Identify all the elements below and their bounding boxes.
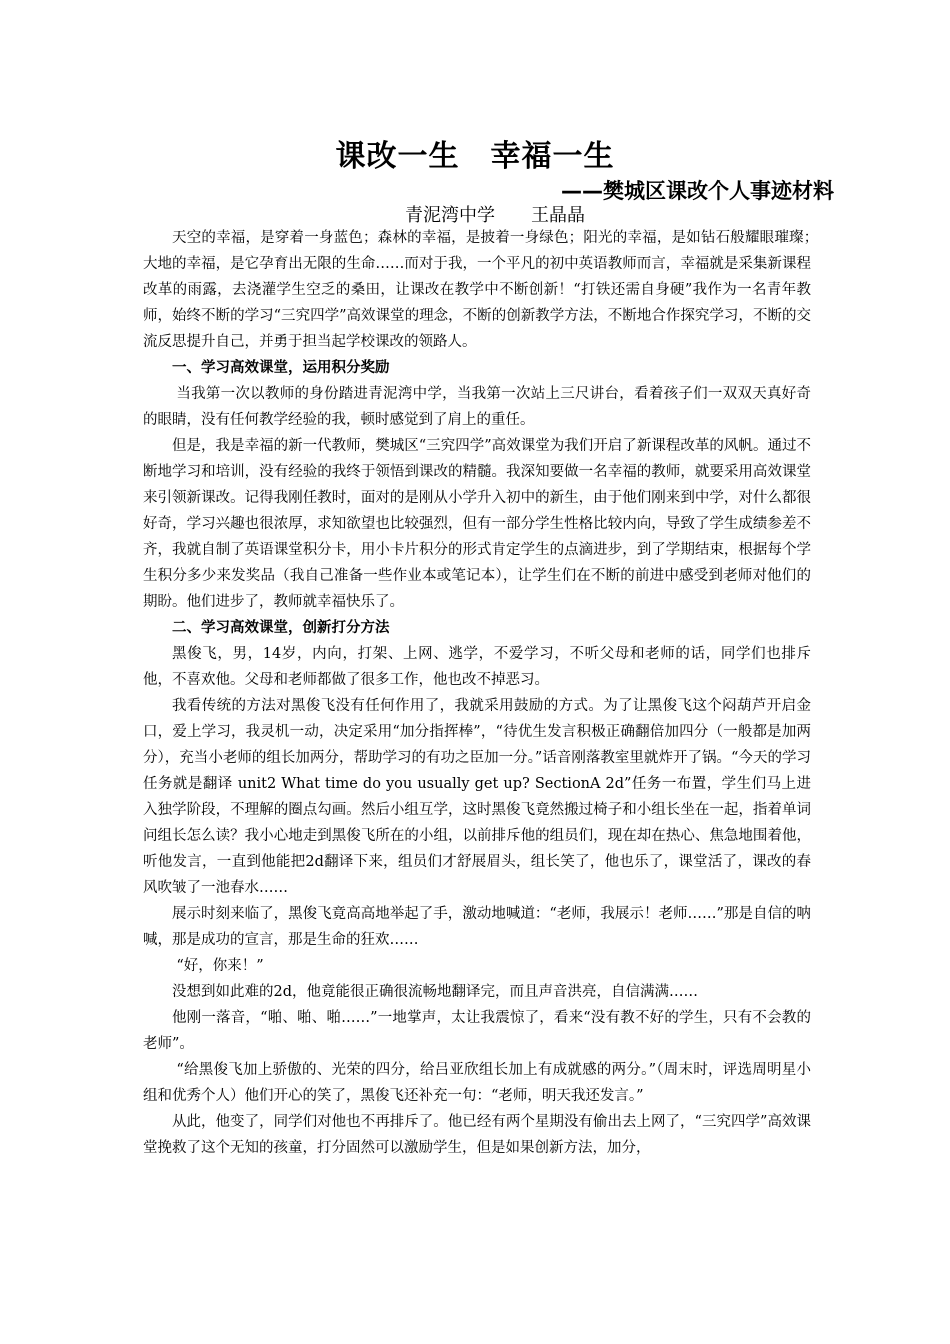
section-heading: 一、学习高效课堂，运用积分奖励 xyxy=(172,359,390,376)
body-paragraph: 天空的幸福，是穿着一身蓝色；森林的幸福，是披着一身绿色；阳光的幸福，是如钻石般耀眼璀璨； 大地的幸福，是它孕育出无限的生命……而对于我，一个平凡的初中英语教师而言，幸福就是采集新课程改革的雨露，去浇灌学生空乏的桑田，让课改在教学中不断创新！“打铁还需自身硬”我作为一名青年教师，始终不断的学习“三究四学”高效课堂的理念，不断的创新教学方法，不断地合作探究学习，不断的交流反思提升自己，并勇于担当起学校课改的领路人。 xyxy=(143,230,826,350)
body-paragraph: 从此，他变了，同学们对他也不再排斥了。他已经有两个星期没有偷出去上网了，“三究四学”高效课堂挽救了这个无知的孩童，打分固然可以激励学生，但是如果创新方法，加分， xyxy=(143,1114,811,1156)
body-paragraph: 当我第一次以教师的身份踏进青泥湾中学，当我第一次站上三尺讲台，看着孩子们一双双天真好奇的眼睛，没有任何教学经验的我，顿时感觉到了肩上的重任。 xyxy=(143,386,811,428)
body-paragraph: 我看传统的方法对黑俊飞没有任何作用了，我就采用鼓励的方式。为了让黑俊飞这个闷葫芦开启金口，爱上学习，我灵机一动，决定采用“加分指挥棒”，“待优生发言积极正确翻倍加四分（一般都是加两分），充当小老师的组长加两分，帮助学习的有功之臣加一分。”话音刚落教室里就炸开了锅。“今天的学习任务就是翻译 unit2 What time do you usually get up? SectionA 2d”任务一布置，学生们马上进入独学阶段，不理解的圈点勾画。然后小组互学，这时黑俊飞竟然搬过椅子和小组长坐在一起，指着单词问组长怎么读？我小心地走到黑俊飞所在的小组，以前排斥他的组员们，现在却在热心、焦急地围着他，听他发言，一直到他能把2d翻译下来，组员们才舒展眉头，组长笑了，他也乐了，课堂活了，课改的春风吹皱了一池春水…… xyxy=(143,698,811,896)
document-body xyxy=(143,225,826,1161)
section-heading: 二、学习高效课堂，创新打分方法 xyxy=(172,619,390,636)
body-paragraph: 他刚一落音，“啪、啪、啪……”一地掌声，太让我震惊了，看来“没有教不好的学生，只有不会教的老师”。 xyxy=(143,1010,811,1052)
body-paragraph: 没想到如此难的2d，他竟能很正确很流畅地翻译完，而且声音洪亮，自信满满…… xyxy=(172,984,699,1000)
body-paragraph: 黑俊飞，男，14岁，内向，打架、上网、逃学，不爱学习，不听父母和老师的话，同学们也排斥他，不喜欢他。父母和老师都做了很多工作，他也改不掉恶习。 xyxy=(143,646,811,688)
document-subtitle: ——樊城区课改个人事迹材料 xyxy=(561,179,834,203)
body-paragraph: 但是，我是幸福的新一代教师，樊城区“三究四学”高效课堂为我们开启了新课程改革的风帆。通过不断地学习和培训，没有经验的我终于领悟到课改的精髓。我深知要做一名幸福的教师，就要采用高效课堂来引领新课改。记得我刚任教时，面对的是刚从小学升入初中的新生，由于他们刚来到中学，对什么都很好奇，学习兴趣也很浓厚，求知欲望也比较强烈，但有一部分学生性格比较内向，导致了学生成绩参差不齐，我就自制了英语课堂积分卡，用小卡片积分的形式肯定学生的点滴进步，到了学期结束，根据每个学生积分多少来发奖品（我自己准备一些作业本或笔记本），让学生们在不断的前进中感受到老师对他们的期盼。他们进步了，教师就幸福快乐了。 xyxy=(143,438,811,610)
body-paragraph: “给黑俊飞加上骄傲的、光荣的四分，给吕亚欣组长加上有成就感的两分。”（周末时，评选周明星小组和优秀个人）他们开心的笑了，黑俊飞还补充一句：“老师，明天我还发言。” xyxy=(143,1062,811,1104)
body-paragraph: 展示时刻来临了，黑俊飞竟高高地举起了手，激动地喊道：“老师，我展示！老师……”那是自信的呐喊，那是成功的宣言，那是生命的狂欢…… xyxy=(143,906,811,948)
body-paragraph: “好，你来！” xyxy=(176,958,264,974)
document-title: 课改一生 幸福一生 xyxy=(335,139,615,174)
author-line: 青泥湾中学 王晶晶 xyxy=(405,205,585,226)
